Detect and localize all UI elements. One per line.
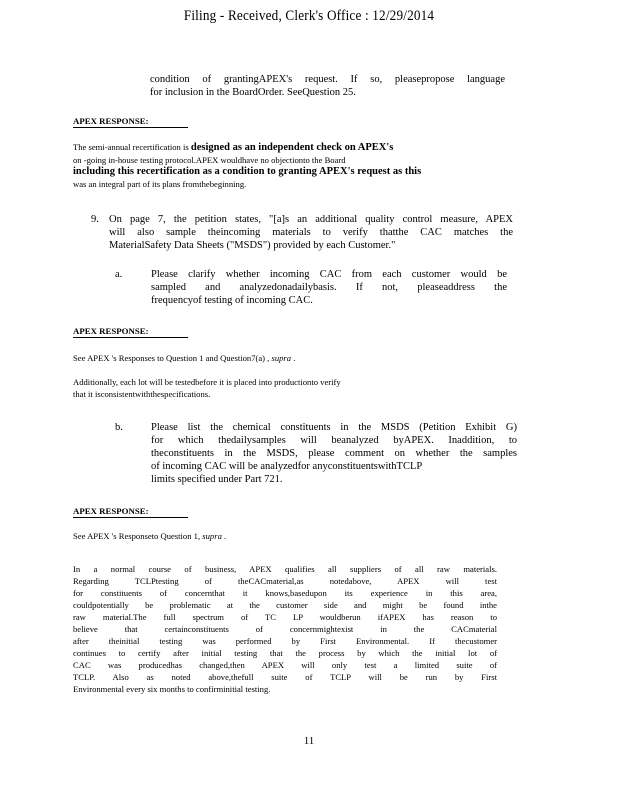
text-line: frequencyof testing of incoming CAC. <box>151 295 313 306</box>
text-line: was an integral part of its plans fromthebeginning. <box>73 179 247 189</box>
text-line: that it isconsistentwiththespecifications. <box>73 389 211 399</box>
question-9-text <box>109 213 513 252</box>
question-9a-text <box>151 268 507 307</box>
text-line: believe that certainconstituents of concernmightexist in the CACmaterial <box>73 624 497 634</box>
text-line: CAC was producedhas changed,then APEX will only test a limited suite of <box>73 660 497 670</box>
text-line: will also sample theincoming materials to verify thatthe CAC matches the <box>109 227 513 238</box>
text-line: Please list the chemical constituents in the MSDS (Petition Exhibit G) <box>151 422 517 433</box>
text-line: The semi-annual recertification is designed as an independent check on APEX's <box>73 142 394 153</box>
response-heading: APEX RESPONSE: <box>73 506 188 518</box>
response-1-text <box>73 141 493 190</box>
text-line: for inclusion in the BoardOrder. SeeQuestion 25. <box>150 87 356 98</box>
text-line: Additionally, each lot will be testedbefore it is placed into productionto verify <box>73 377 341 387</box>
question-9b-text <box>151 421 517 486</box>
question-8-continuation <box>150 73 505 99</box>
response-3-intro <box>73 530 493 542</box>
text-line: for which thedailysamples will beanalyzed byAPEX. Inaddition, to <box>151 435 517 446</box>
response-heading: APEX RESPONSE: <box>73 326 188 338</box>
text-line: Please clarify whether incoming CAC from each customer would be <box>151 269 507 280</box>
question-9-number: 9. <box>91 214 99 225</box>
text-line: after theinitial testing was performed by First Environmental. If thecustomer <box>73 636 497 646</box>
text-line: See APEX 's Responses to Question 1 and Question7(a) , supra . <box>73 353 296 363</box>
text-line: condition of grantingAPEX's request. If so, pleasepropose language <box>150 74 505 85</box>
text-line: theconstituents in the MSDS, please comment on whether the samples <box>151 448 517 459</box>
text-line: Environmental every six months to confirminitial testing. <box>73 684 271 694</box>
text-line: raw material.The full spectrum of TC LP wouldberun ifAPEX has reason to <box>73 612 497 622</box>
text-line: couldpotentially be problematic at the customer side and might be found inthe <box>73 600 497 610</box>
response-heading: APEX RESPONSE: <box>73 116 188 128</box>
text-line: limits specified under Part 721. <box>151 474 283 485</box>
filing-header: Filing - Received, Clerk's Office : 12/29/2014 <box>183 8 435 24</box>
text-line: including this recertification as a condition to granting APEX's request as this <box>73 166 422 177</box>
question-9a-letter: a. <box>115 269 123 280</box>
text-line: TCLP. Also as noted above,thefull suite of TCLP will be run by First <box>73 672 497 682</box>
text-line: of incoming CAC will be analyzedfor anyconstituentswithTCLP <box>151 461 423 472</box>
text-line: In a normal course of business, APEX qualifies all suppliers of all raw materials. <box>73 564 497 574</box>
text-line: MaterialSafety Data Sheets ("MSDS") provided by each Customer." <box>109 240 396 251</box>
text-line: on -going in-house testing protocol.APEX wouldhave no objectionto the Board <box>73 155 346 165</box>
text-line: sampled and analyzedonadailybasis. If not, pleaseaddress the <box>151 282 507 293</box>
text-line: Regarding TCLPtesting of theCACmaterial,as notedabove, APEX will test <box>73 576 497 586</box>
text-line: continues to certify after initial testing that the process by which the initial lot of <box>73 648 497 658</box>
response-3-paragraph <box>73 563 497 695</box>
page-number: 11 <box>303 735 315 747</box>
text-line: On page 7, the petition states, "[a]s an additional quality control measure, APEX <box>109 214 513 225</box>
question-9b-letter: b. <box>115 422 123 433</box>
text-line: See APEX 's Responseto Question 1, supra . <box>73 531 227 541</box>
text-line: for constituents of concernthat it knows,basedupon its experience in this area, <box>73 588 497 598</box>
response-2-text <box>73 352 493 400</box>
